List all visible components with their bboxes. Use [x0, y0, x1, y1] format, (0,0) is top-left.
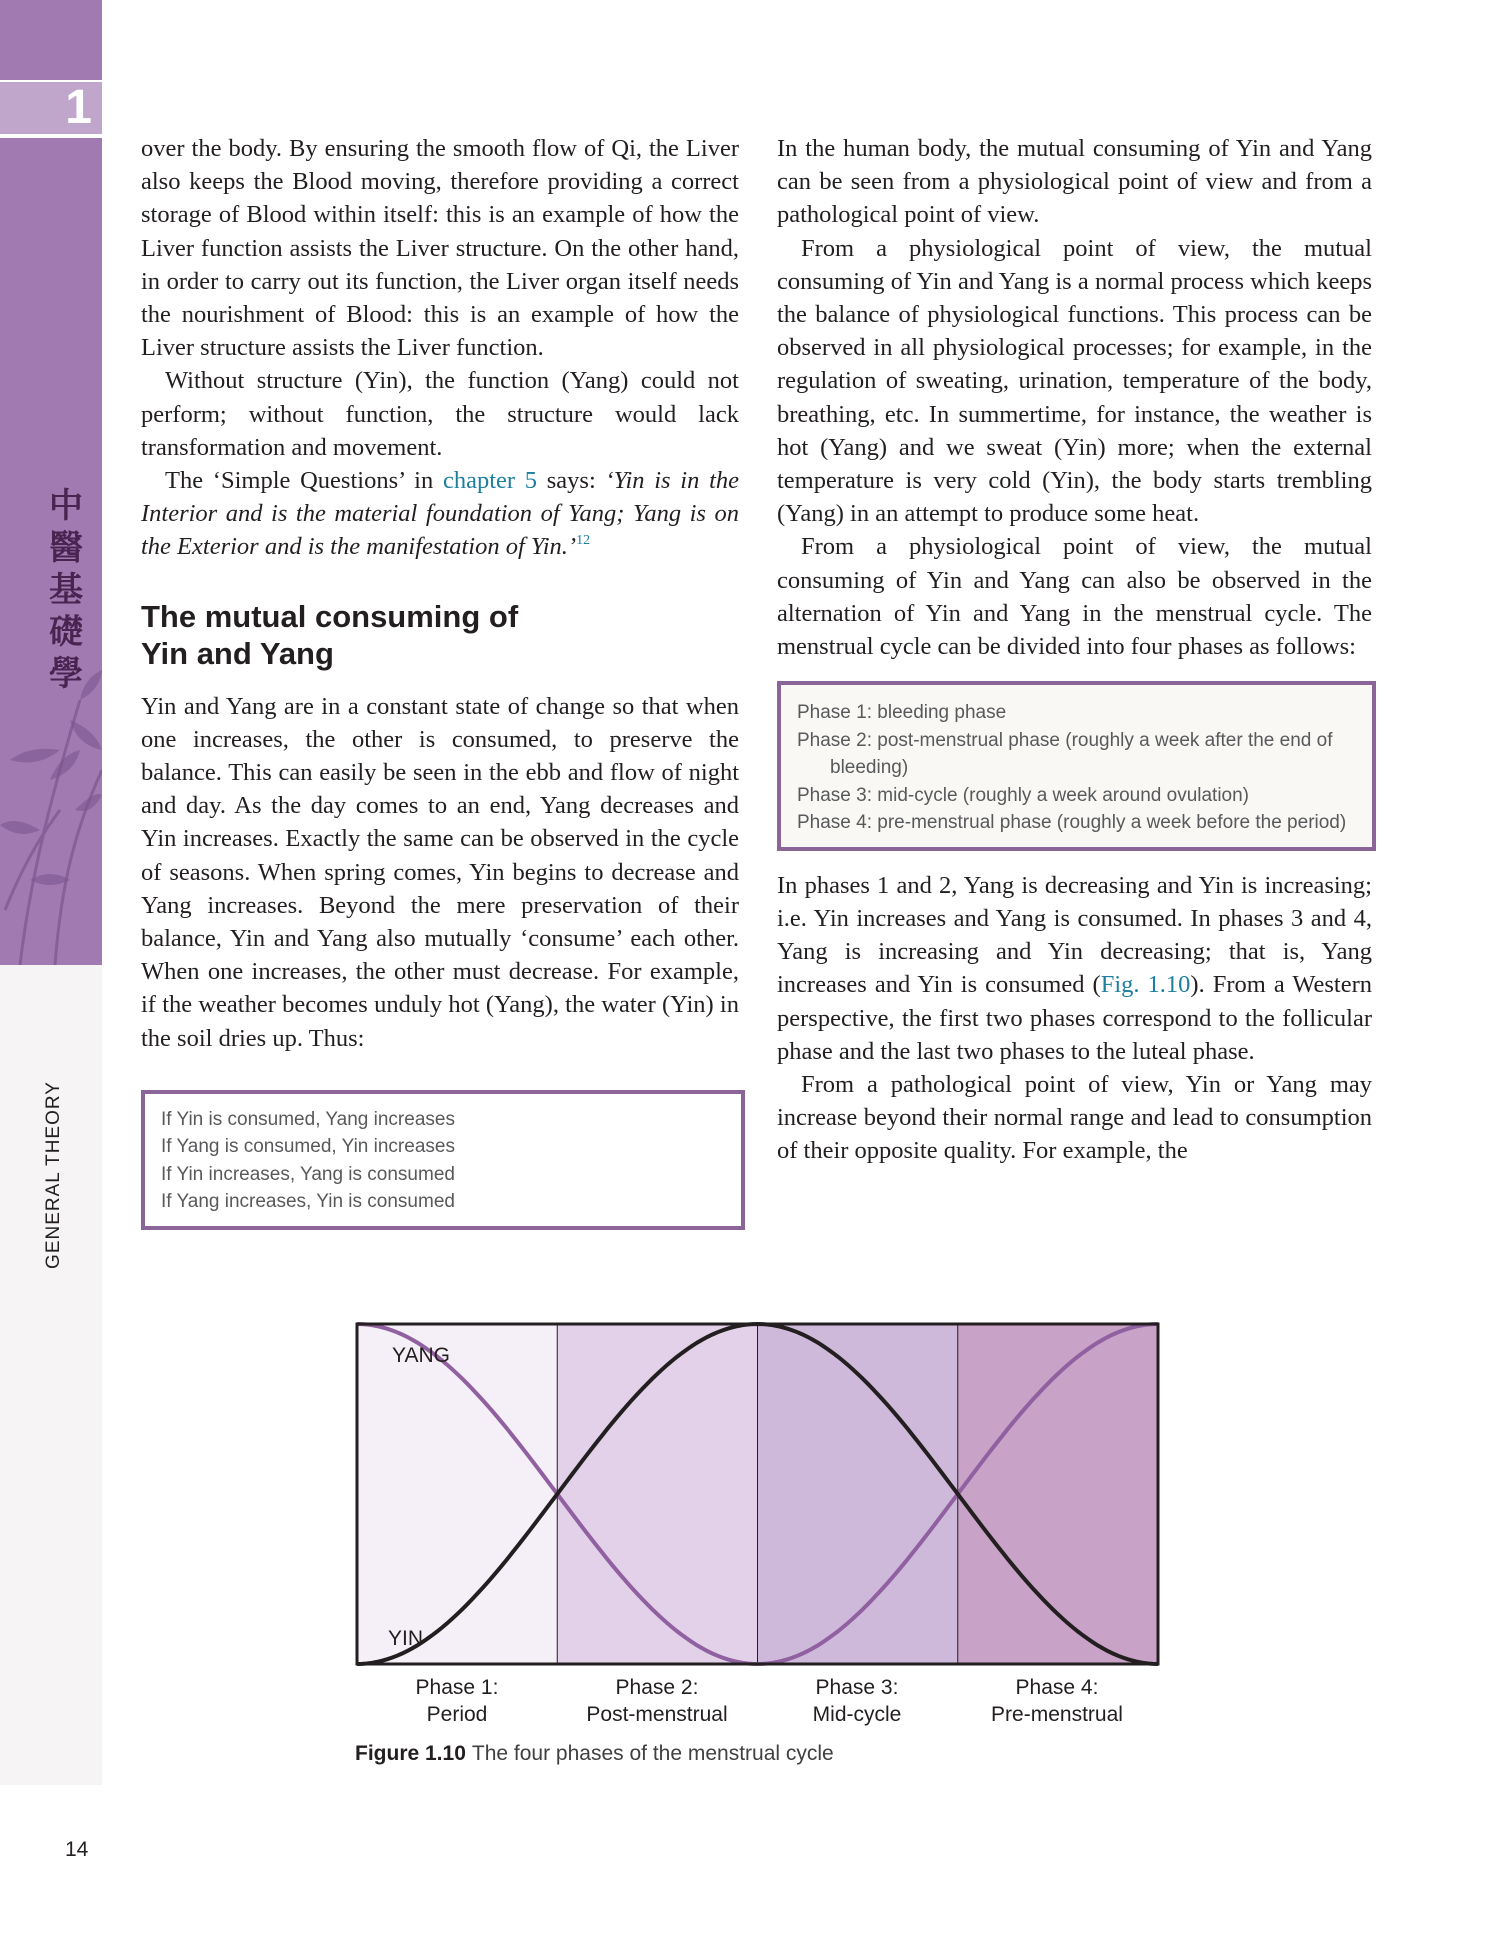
heading-line: The mutual consuming of: [141, 598, 519, 634]
chapter-side-strip: [0, 0, 102, 1785]
section-label: GENERAL THEORY: [43, 1081, 64, 1269]
paragraph: From a physiological point of view, the mutual consuming of Yin and Yang is a normal process which keeps the balance of physiological functions. This process can be observed in all physiological processes; for example, in the regulation of sweating, urination, temperature of the body, breathing, etc. In summertime, for instance, the weather is hot (Yang) and we sweat (Yin) more; when the external temperature is very cold (Yin), the body starts trembling (Yang) in an attempt to produce some heat.: [777, 234, 1372, 528]
caption-label: Figure 1.10: [355, 1742, 466, 1765]
menstrual-cycle-diagram: [355, 1322, 1160, 1666]
text-span: In phases 1 and 2, Yang is decreasing and Yin is increasing; i.e. Yin increases and Yang is consumed. In phases 3 and 4, Yang is increasing and Yin decreasing; that is, Yang increases and Yin is consumed (: [777, 871, 1372, 999]
quotation: ‘Yin is in the Interior and is the material foundation of Yang; Yang is on the Exterior and is the manifestation of Yin.’: [141, 467, 740, 561]
left-column: [141, 132, 739, 1230]
paragraph: over the body. By ensuring the smooth flow of Qi, the Liver also keeps the Blood moving, therefore providing a correct storage of Blood within itself: this is an example of how the Liver function assists the Liver structure. On the other hand, in order to carry out its function, the Liver organ itself needs the nourishment of Blood: this is an example of how the Liver structure assists the Liver function.: [141, 135, 739, 362]
paragraph: Yin and Yang are in a constant state of change so that when one increases, the other is consumed, to preserve the balance. This can easily be seen in the ebb and flow of night and day. As the day comes to an end, Yang decreases and Yin increases. Exactly the same can be observed in the cycle of seasons. When spring comes, Yin begins to decrease and Yang increases. Beyond the mere preservation of their balance, Yin and Yang also mutually ‘consume’ each other. When one increases, the other must decrease. For example, if the weather becomes unduly hot (Yang), the water (Yin) in the soil dries up. Thus:: [141, 692, 739, 1052]
chapter-tab: [0, 80, 102, 138]
text-span: The ‘Simple Questions’ in: [165, 467, 443, 495]
paragraph: From a pathological point of view, Yin or Yang may increase beyond their normal range and lead to consumption of their opposite quality. For example, the: [777, 1070, 1372, 1165]
phase-number: Phase 3:: [815, 1676, 899, 1699]
chinese-char: 中: [49, 486, 83, 526]
chapter-link[interactable]: chapter 5: [442, 467, 538, 495]
phase-labels: [355, 1674, 1160, 1734]
phase-name: Post-menstrual: [586, 1703, 728, 1726]
box-line: Phase 3: mid-cycle (roughly a week around ovulation): [797, 784, 1250, 806]
box-line: Phase 2: post-menstrual phase (roughly a week after the end of bleeding): [797, 729, 1333, 779]
yang-label: YANG: [392, 1344, 450, 1367]
rules-box: [141, 1090, 745, 1230]
paragraph: [777, 869, 1372, 1068]
phases-box: [777, 681, 1376, 851]
text-span: ). From a Western perspective, the first two phases correspond to the follicular phase and the last two phases to the luteal phase.: [777, 971, 1373, 1065]
paragraph: From a physiological point of view, the mutual consuming of Yin and Yang can also be observed in the alternation of Yin and Yang in the menstrual cycle. The menstrual cycle can be divided into four phases as follows:: [777, 533, 1372, 661]
text-span: says:: [537, 467, 606, 495]
phase-label: [357, 1674, 557, 1728]
side-strip-decoration: [0, 0, 102, 965]
paragraph: In the human body, the mutual consuming of Yin and Yang can be seen from a physiological point of view and from a pathological point of view.: [777, 135, 1372, 229]
figure-caption: [355, 1742, 1160, 1766]
box-line: If Yang increases, Yin is consumed: [161, 1191, 455, 1213]
reference-link[interactable]: 12: [576, 533, 591, 549]
paragraph: Without structure (Yin), the function (Yang) could not perform; without function, the structure would lack transformation and movement.: [141, 367, 739, 461]
phase-label: [757, 1674, 957, 1728]
figure-link[interactable]: Fig. 1.10: [1100, 971, 1191, 999]
yin-label: YIN: [388, 1627, 424, 1650]
phase-label: [557, 1674, 757, 1728]
chinese-char: 醫: [49, 528, 83, 568]
paragraph: [141, 464, 739, 564]
box-line: If Yang is consumed, Yin increases: [161, 1136, 455, 1158]
phase-label: [957, 1674, 1157, 1728]
box-line: If Yin is consumed, Yang increases: [161, 1108, 455, 1130]
figure-1-10: [355, 1322, 1160, 1766]
chinese-char: 礎: [49, 612, 83, 652]
phase-number: Phase 1:: [415, 1676, 499, 1699]
phase-name: Mid-cycle: [812, 1703, 902, 1726]
page-number: 14: [65, 1838, 89, 1861]
right-column: [777, 132, 1372, 1168]
section-heading: [141, 598, 739, 672]
phase-name: Pre-menstrual: [991, 1703, 1123, 1726]
chapter-number: 1: [65, 81, 92, 134]
phase-number: Phase 4:: [1015, 1676, 1099, 1699]
box-line: Phase 4: pre-menstrual phase (roughly a week before the period): [797, 812, 1347, 834]
chinese-char: 基: [49, 570, 83, 610]
bamboo-illustration: [0, 660, 102, 965]
heading-line: Yin and Yang: [141, 635, 334, 671]
chinese-char: 學: [49, 654, 83, 694]
phase-name: Period: [426, 1703, 488, 1726]
box-line: Phase 1: bleeding phase: [797, 702, 1007, 724]
phase-number: Phase 2:: [615, 1676, 699, 1699]
box-line: If Yin increases, Yang is consumed: [161, 1163, 455, 1185]
phase-bands: [357, 1324, 1158, 1664]
caption-text: The four phases of the menstrual cycle: [471, 1742, 834, 1765]
